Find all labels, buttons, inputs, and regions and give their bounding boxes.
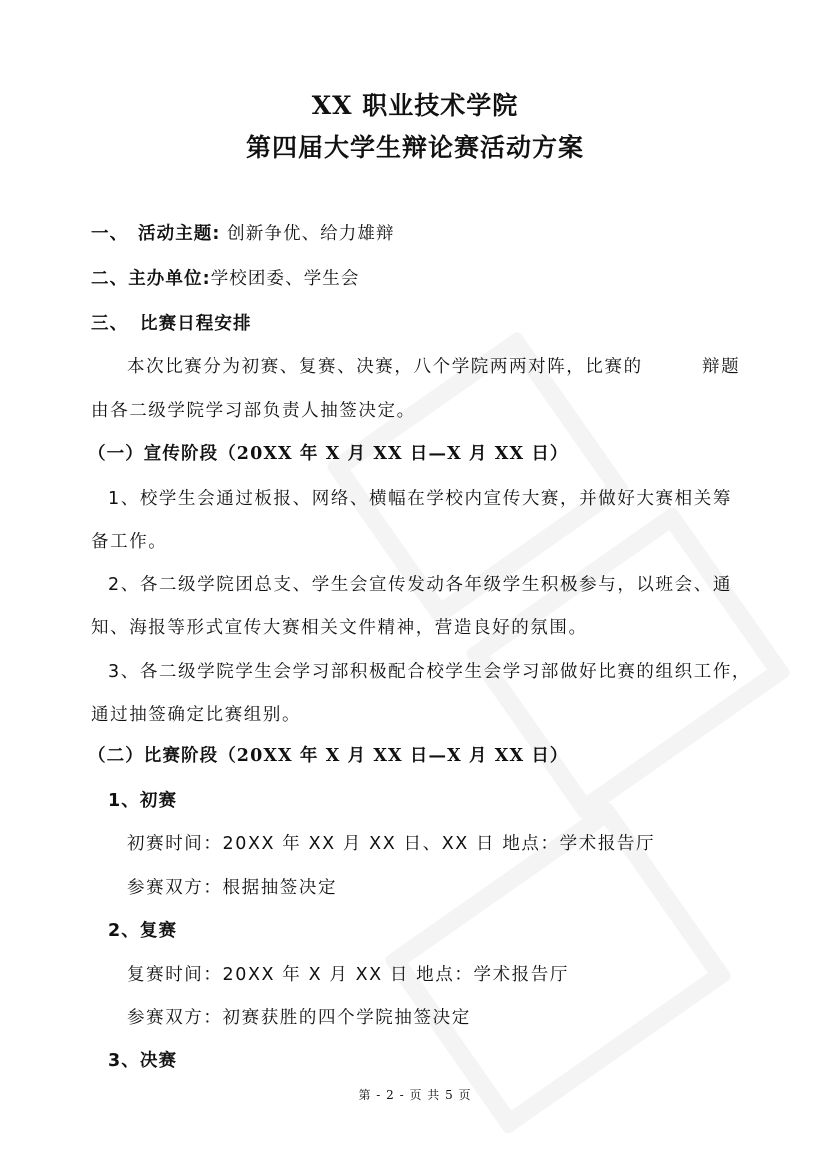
phase-1-item-2-cont: 知、海报等形式宣传大赛相关文件精神，营造良好的氛围。 — [91, 618, 588, 638]
intro-line-1: 本次比赛分为初赛、复赛、决赛，八个学院两两对阵，比赛的 — [127, 357, 643, 377]
section-1-label: 活动主题: — [138, 224, 221, 244]
intro-line-1-topic: 辩题 — [702, 357, 741, 377]
phase-1-item-3: 3、各二级学院学生会学习部积极配合校学生会学习部做好比赛的组织工作， — [108, 662, 752, 682]
phase-1-item-3-cont: 通过抽签确定比赛组别。 — [91, 705, 302, 725]
round-1-parties: 参赛双方：根据抽签决定 — [127, 878, 338, 898]
phase-1-heading: （一）宣传阶段（20XX 年 X 月 XX 日—X 月 XX 日） — [88, 444, 569, 464]
section-1-value: 创新争优、给力雄辩 — [227, 224, 395, 244]
phase-1-item-1: 1、校学生会通过板报、网络、横幅在学校内宣传大赛，并做好大赛相关筹 — [108, 489, 732, 509]
round-2-time: 复赛时间：20XX 年 X 月 XX 日 地点：学术报告厅 — [127, 965, 569, 985]
phase-1-item-1-cont: 备工作。 — [91, 532, 168, 552]
phase-2-heading: （二）比赛阶段（20XX 年 X 月 XX 日—X 月 XX 日） — [88, 746, 569, 766]
document-title-institution: XX 职业技术学院 — [311, 91, 519, 120]
section-2-line — [91, 265, 360, 290]
section-2-value: 学校团委、学生会 — [210, 269, 360, 289]
section-3-label: 比赛日程安排 — [140, 314, 252, 334]
round-1-time: 初赛时间：20XX 年 XX 月 XX 日、XX 日 地点：学术报告厅 — [127, 834, 656, 854]
page-footer: 第 - 2 - 页 共 5 页 — [358, 1088, 472, 1102]
section-1-number: 一、 — [91, 224, 129, 244]
watermark-logo — [300, 300, 820, 1173]
phase-1-item-2: 2、各二级学院团总支、学生会宣传发动各年级学生积极参与，以班会、通 — [108, 575, 732, 595]
section-2-label: 二、主办单位: — [91, 269, 211, 289]
section-1-line — [138, 220, 395, 245]
round-2-title: 2、复赛 — [108, 921, 178, 941]
round-2-parties: 参赛双方：初赛获胜的四个学院抽签决定 — [127, 1008, 471, 1028]
document-title-plan: 第四届大学生辩论赛活动方案 — [245, 133, 584, 162]
round-3-title: 3、决赛 — [108, 1051, 178, 1071]
round-1-title: 1、初赛 — [108, 791, 178, 811]
section-3-number: 三、 — [91, 314, 129, 334]
intro-line-2: 由各二级学院学习部负责人抽签决定。 — [91, 401, 416, 421]
